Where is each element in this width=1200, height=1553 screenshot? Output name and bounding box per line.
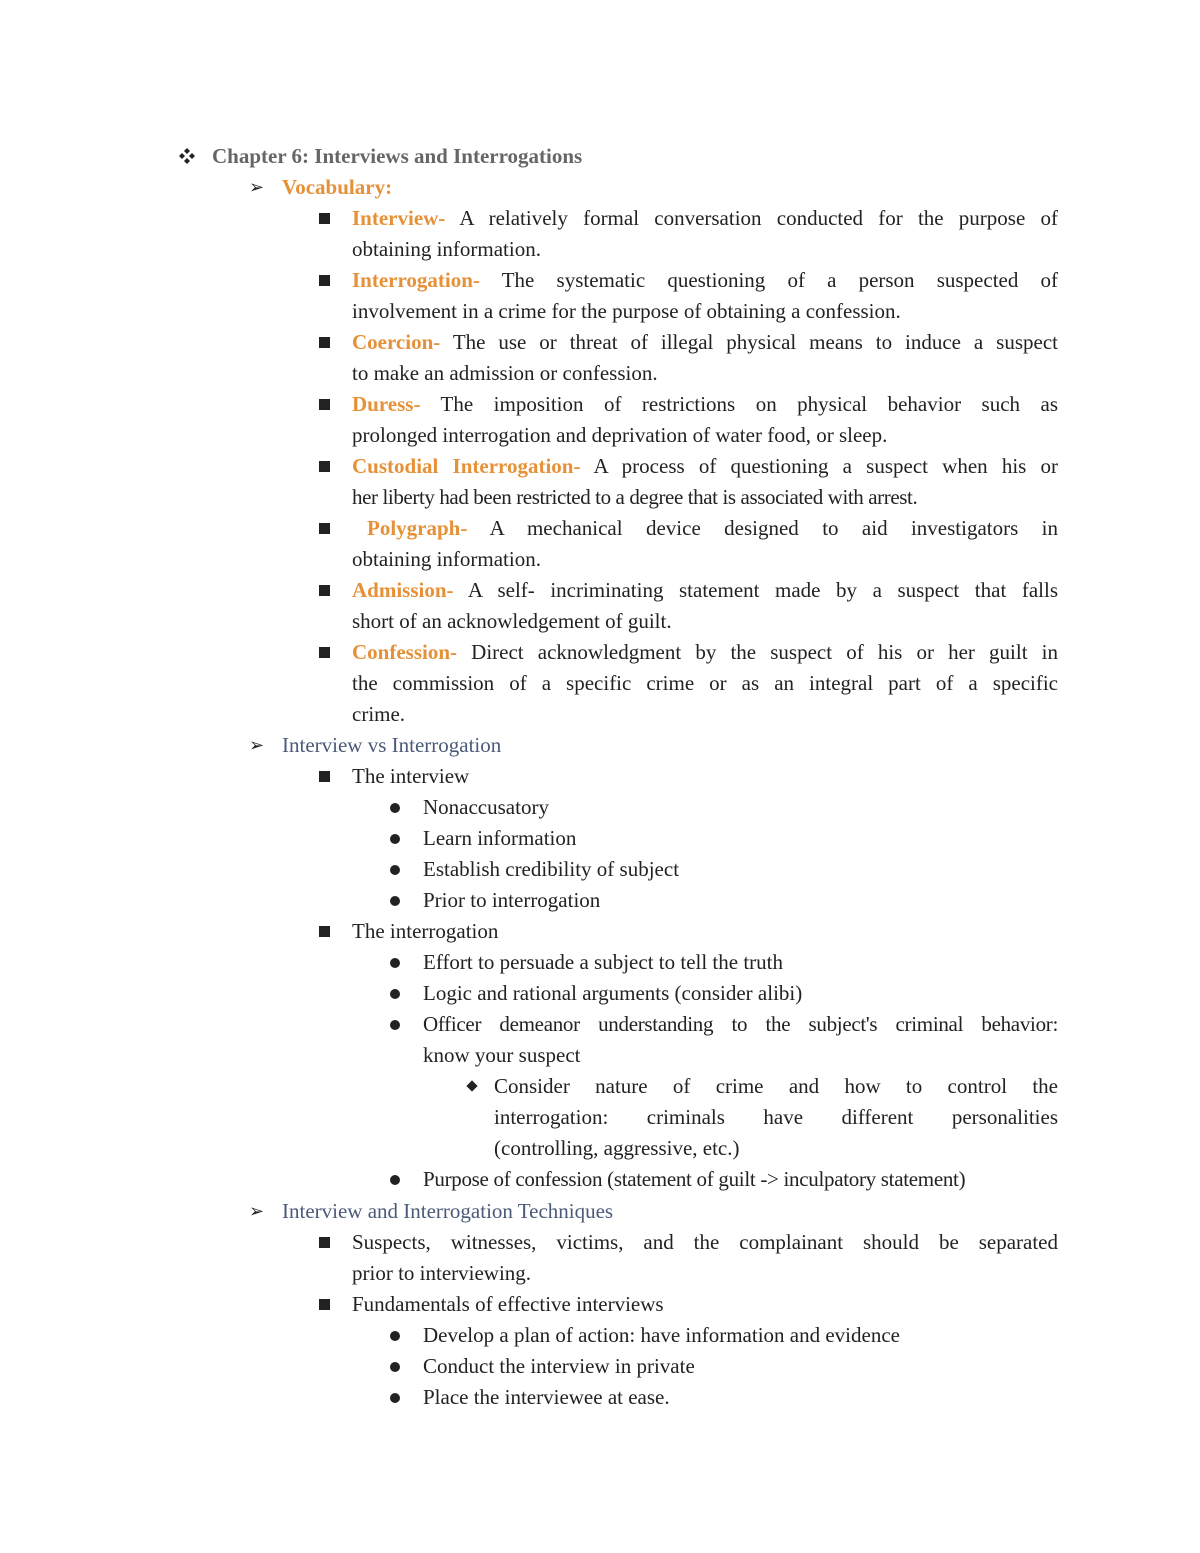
list-item: Suspects, witnesses, victims, and the complainant should be separated xyxy=(0,1227,1200,1258)
round-bullet-icon xyxy=(390,803,400,813)
vocab-definition: The imposition of restrictions on physical behavior such as xyxy=(440,392,1058,416)
square-bullet-icon xyxy=(319,523,330,534)
list-item: Purpose of confession (statement of guilt -> inculpatory statement) xyxy=(0,1164,1200,1195)
list-item: Learn information xyxy=(0,823,1200,854)
vocab-item xyxy=(0,637,1200,668)
square-bullet-icon xyxy=(319,771,330,782)
list-item xyxy=(0,1289,1200,1320)
list-item: Establish credibility of subject xyxy=(0,854,1200,885)
arrowhead-icon: ➢ xyxy=(249,735,265,756)
square-bullet-icon xyxy=(319,647,330,658)
square-bullet-icon xyxy=(319,399,330,410)
vocab-definition: A process of questioning a suspect when his or xyxy=(593,454,1059,478)
section-interview-vs-interrogation xyxy=(0,730,1200,761)
square-bullet-icon xyxy=(319,275,330,286)
list-item: Officer demeanor understanding to the subject's criminal behavior: xyxy=(0,1009,1200,1040)
round-bullet-icon xyxy=(390,958,400,968)
chapter-heading xyxy=(0,141,1200,172)
square-bullet-icon xyxy=(319,337,330,348)
vocab-item xyxy=(0,451,1200,482)
vocab-definition: Direct acknowledgment by the suspect of his or her guilt in xyxy=(471,640,1059,664)
vocab-item xyxy=(0,265,1200,296)
square-bullet-icon xyxy=(319,1299,330,1310)
round-bullet-icon xyxy=(390,834,400,844)
chapter-title: Chapter 6: Interviews and Interrogations xyxy=(212,144,583,168)
vocab-term: Interview- xyxy=(352,206,446,230)
vocab-definition: crime. xyxy=(352,702,406,726)
section-techniques xyxy=(0,1196,1200,1227)
list-item: Place the interviewee at ease. xyxy=(0,1382,1200,1413)
square-bullet-icon xyxy=(319,213,330,224)
round-bullet-icon xyxy=(390,1331,400,1341)
section-title: Vocabulary: xyxy=(282,175,393,199)
list-item xyxy=(0,916,1200,947)
square-bullet-icon xyxy=(319,1237,330,1248)
section-title: Interview and Interrogation Techniques xyxy=(282,1199,614,1223)
vocab-definition: her liberty had been restricted to a degree that is associated with arrest. xyxy=(352,485,918,509)
arrowhead-icon: ➢ xyxy=(249,1201,265,1222)
list-item: Prior to interrogation xyxy=(0,885,1200,916)
vocab-term: Confession- xyxy=(352,640,458,664)
list-item: Develop a plan of action: have information and evidence xyxy=(0,1320,1200,1351)
list-heading: The interview xyxy=(352,764,470,788)
square-bullet-icon xyxy=(319,585,330,596)
vocab-term: Admission- xyxy=(352,578,454,602)
square-bullet-icon xyxy=(319,926,330,937)
section-vocabulary xyxy=(0,172,1200,203)
round-bullet-icon xyxy=(390,865,400,875)
list-item: Conduct the interview in private xyxy=(0,1351,1200,1382)
vocab-definition: obtaining information. xyxy=(352,237,541,261)
vocab-definition: obtaining information. xyxy=(352,547,541,571)
vocab-term: Polygraph- xyxy=(367,516,468,540)
list-item: Nonaccusatory xyxy=(0,792,1200,823)
vocab-definition: the commission of a specific crime or as an integral part of a specific xyxy=(352,671,1058,695)
vocab-definition: A relatively formal conversation conducted for the purpose of xyxy=(459,206,1058,230)
round-bullet-icon xyxy=(390,1020,400,1030)
round-bullet-icon xyxy=(390,1393,400,1403)
list-item: Effort to persuade a subject to tell the truth xyxy=(0,947,1200,978)
vocab-item xyxy=(0,513,1200,544)
vocab-item xyxy=(0,389,1200,420)
vocab-definition: to make an admission or confession. xyxy=(352,361,658,385)
vocab-definition: short of an acknowledgement of guilt. xyxy=(352,609,672,633)
list-heading: The interrogation xyxy=(352,919,499,943)
document-page: Chapter 6: Interviews and Interrogations ➢ Vocabulary: Interview- A relatively formal conversation conducted for the purpose of obtaining information. Interrogation- The systematic questioning of a person suspected of involvement in a crime for the purpose of obtaining a confession. Coercion- The use or threat of illegal physical means to induce a suspect to make an admission or confession. Duress- The imposition of restrictions on physical behavior such as prolonged interrogation and deprivation of water food, or sleep. Custodial Interrogation- A process of questioning a suspect when his or her liberty had been restricted to a degree that is associated with arrest. Polygraph- A mechanical device designed to aid investigators in obtaining information. Admission- A self- incriminating statement made by a suspect that falls short of an acknowledgement of guilt. Confession- Direct acknowledgment by the suspect of his or her guilt in the commission of a specific crime or as an integral part of a specific crime. ➢ Interview vs Interrogation The interview Nonaccusatory Learn information Establish credibility of subject Prior to interrogation The interrogation Effort to persuade a subject to tell the truth Logic and rational arguments (consider alibi) Officer demeanor understanding to the subject's criminal behavior: know your suspect Consider nature of crime and how to control the interrogation: criminals have different personalities (controlling, aggressive, etc.) Purpose of confession (statement of guilt -> inculpatory statement) ➢ Interview and Interrogation Techniques Suspects, witnesses, victims, and the complainant should be separated prior to interviewing. Fundamentals of effective interviews Develop a plan of action: have information and evidence Conduct the interview in private Place the interviewee at ease. xyxy=(0,0,1200,1553)
vocab-item xyxy=(0,203,1200,234)
list-item xyxy=(0,761,1200,792)
list-item: Consider nature of crime and how to control the xyxy=(0,1071,1200,1102)
section-title: Interview vs Interrogation xyxy=(282,733,502,757)
vocab-term: Coercion- xyxy=(352,330,441,354)
arrowhead-icon: ➢ xyxy=(249,177,265,198)
vocab-definition: prolonged interrogation and deprivation of water food, or sleep. xyxy=(352,423,888,447)
vocab-item xyxy=(0,327,1200,358)
vocab-definition: A mechanical device designed to aid investigators in xyxy=(489,516,1058,540)
vocab-item xyxy=(0,575,1200,606)
round-bullet-icon xyxy=(390,1362,400,1372)
round-bullet-icon xyxy=(390,896,400,906)
round-bullet-icon xyxy=(390,1175,400,1185)
list-item: Logic and rational arguments (consider alibi) xyxy=(0,978,1200,1009)
square-bullet-icon xyxy=(319,461,330,472)
vocab-definition: involvement in a crime for the purpose of obtaining a confession. xyxy=(352,299,901,323)
list-heading: Fundamentals of effective interviews xyxy=(352,1292,664,1316)
vocab-definition: The systematic questioning of a person suspected of xyxy=(501,268,1058,292)
vocab-term: Interrogation- xyxy=(352,268,480,292)
diamond-bullet-icon xyxy=(466,1080,477,1091)
round-bullet-icon xyxy=(390,989,400,999)
vocab-definition: The use or threat of illegal physical means to induce a suspect xyxy=(452,330,1058,354)
vocab-term: Custodial Interrogation- xyxy=(352,454,581,478)
vocab-definition: A self- incriminating statement made by a suspect that falls xyxy=(467,578,1058,602)
vocab-term: Duress- xyxy=(352,392,421,416)
